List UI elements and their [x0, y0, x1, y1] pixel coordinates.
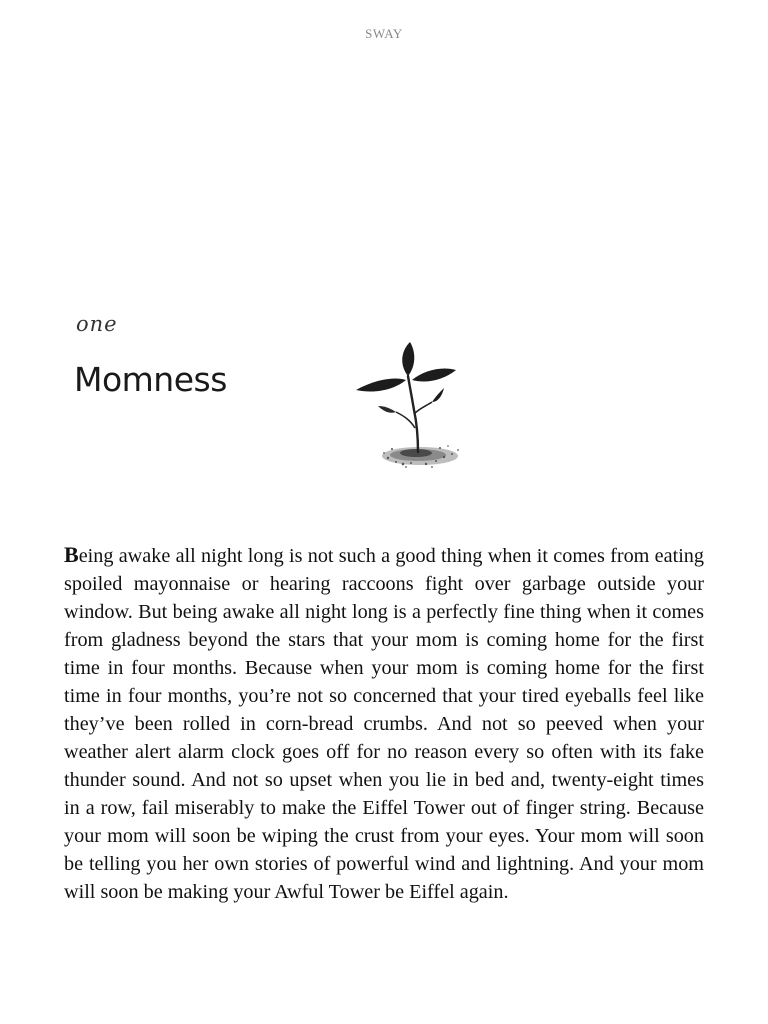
chapter-title: Momness [74, 360, 227, 399]
first-letter: B [64, 542, 79, 567]
sprout-leaf-top [402, 342, 414, 376]
body-paragraph: eing awake all night long is not such a good thing when it comes from eating spoiled mayonnaise or hearing raccoons fight over garbage outside your window. But being awake all night long is a perfectly fine thing when it comes from gladness beyond the stars that your mom is coming home for the first time in four months. Because when your mom is coming home for the first time in four months, you’re not so concerned that your tired eyeballs feel like they’ve been rolled in corn-bread crumbs. And not so peeved when your weather alert alarm clock goes off for no reason every so often with its fake thunder sound. And not so upset when you lie in bed and, twenty-eight times in a row, fail miserably to make the Eiffel Tower out of finger string. Because your mom will soon be wiping the crust from your eyes. Your mom will soon be telling you her own stories of powerful wind and lightning. And your mom will soon be making your Awful Tower be Eiffel again. [64, 545, 704, 903]
sprout-leaf-right [412, 368, 456, 381]
sprout-leaf-left [356, 378, 406, 391]
sprout-leaf-small [432, 388, 444, 402]
sprout-illustration [348, 336, 472, 476]
running-head: SWAY [365, 26, 403, 41]
chapter-body-text [64, 541, 704, 906]
soil-mound [382, 445, 459, 468]
chapter-number: one [76, 312, 118, 336]
sprout-stem [408, 376, 418, 452]
